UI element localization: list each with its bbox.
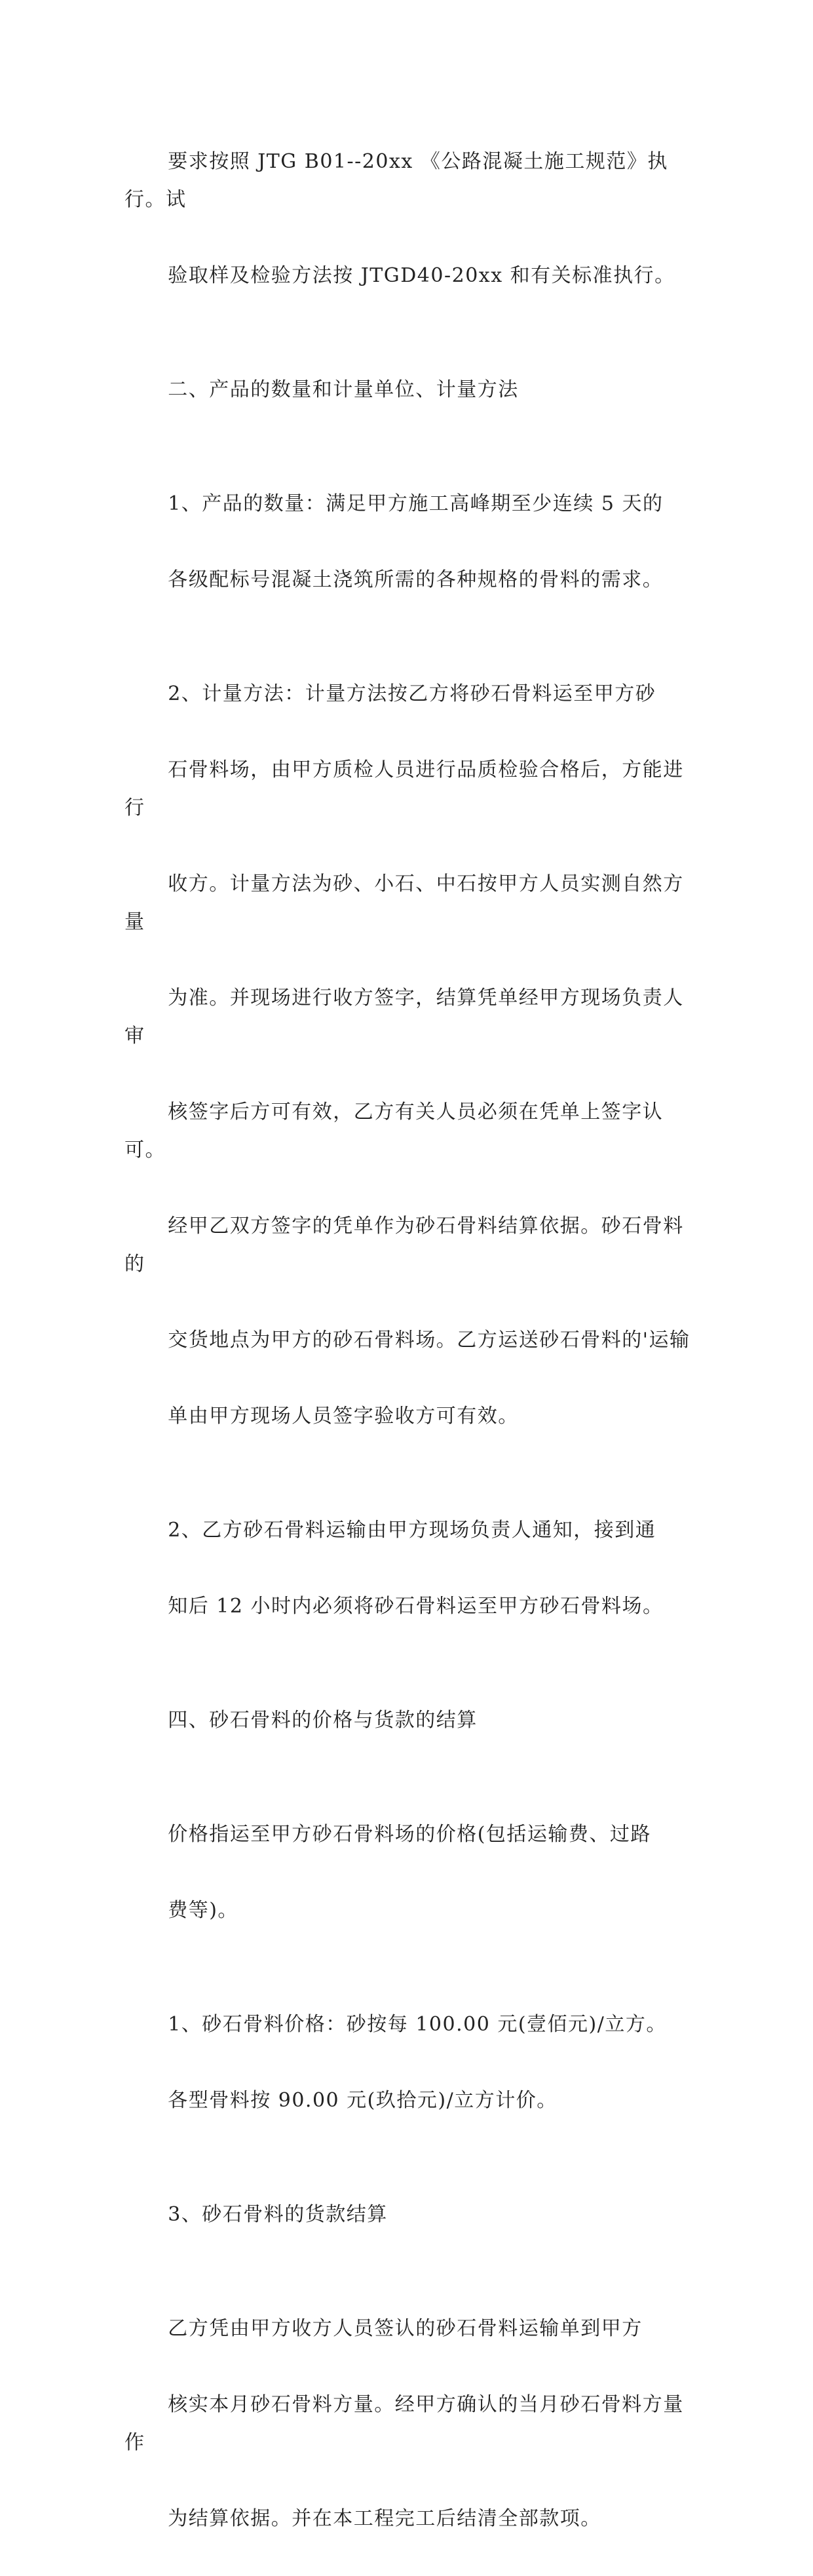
document-body	[124, 105, 701, 2576]
text-line: 价格指运至甲方砂石骨料场的价格(包括运输费、过路	[168, 1823, 651, 1846]
text-line: 1、砂石骨料价格：砂按每 100.00 元(壹佰元)/立方。	[168, 2013, 667, 2036]
text-line: 各型骨料按 90.00 元(玖拾元)/立方计价。	[168, 2089, 558, 2112]
paragraph-settlement-details	[124, 2272, 701, 2576]
section-heading-quantity	[124, 333, 701, 447]
paragraph-transport-notice	[124, 1473, 701, 1664]
text-line: 核签字后方可有效，乙方有关人员必须在凭单上签字认可。	[124, 1101, 664, 1161]
text-line: 2、计量方法：计量方法按乙方将砂石骨料运至甲方砂	[168, 682, 656, 705]
text-line: 要求按照 JTG B01--20xx 《公路混凝土施工规范》执行。试	[124, 150, 668, 211]
text-line: 石骨料场，由甲方质检人员进行品质检验合格后，方能进行	[124, 758, 684, 819]
section-heading-price	[124, 1664, 701, 1778]
text-line: 交货地点为甲方的砂石骨料场。乙方运送砂石骨料的'运输	[168, 1329, 690, 1352]
text-line: 乙方凭由甲方收方人员签认的砂石骨料运输单到甲方	[168, 2317, 643, 2340]
text-line: 四、砂石骨料的价格与货款的结算	[168, 1709, 478, 1732]
text-line: 验取样及检验方法按 JTGD40-20xx 和有关标准执行。	[168, 264, 675, 287]
paragraph-aggregate-price	[124, 1968, 701, 2158]
paragraph-standards	[124, 105, 701, 333]
text-line: 核实本月砂石骨料方量。经甲方确认的当月砂石骨料方量作	[124, 2393, 684, 2454]
text-line: 2、乙方砂石骨料运输由甲方现场负责人通知，接到通	[168, 1519, 656, 1542]
text-line: 知后 12 小时内必须将砂石骨料运至甲方砂石骨料场。	[168, 1595, 664, 1618]
paragraph-price-definition	[124, 1778, 701, 1968]
text-line: 费等)。	[168, 1899, 238, 1922]
text-line: 二、产品的数量和计量单位、计量方法	[168, 378, 519, 401]
text-line: 3、砂石骨料的货款结算	[168, 2203, 388, 2226]
text-line: 各级配标号混凝土浇筑所需的各种规格的骨料的需求。	[168, 568, 664, 591]
text-line: 1、产品的数量：满足甲方施工高峰期至少连续 5 天的	[168, 492, 664, 515]
paragraph-measurement-method	[124, 637, 701, 1473]
subheading-payment-settlement	[124, 2158, 701, 2272]
paragraph-product-quantity	[124, 447, 701, 637]
text-line: 单由甲方现场人员签字验收方可有效。	[168, 1405, 519, 1428]
text-line: 为结算依据。并在本工程完工后结清全部款项。	[168, 2507, 601, 2530]
text-line: 为准。并现场进行收方签字，结算凭单经甲方现场负责人审	[124, 986, 684, 1047]
text-line: 经甲乙双方签字的凭单作为砂石骨料结算依据。砂石骨料的	[124, 1215, 684, 1276]
text-line: 收方。计量方法为砂、小石、中石按甲方人员实测自然方量	[124, 872, 684, 933]
